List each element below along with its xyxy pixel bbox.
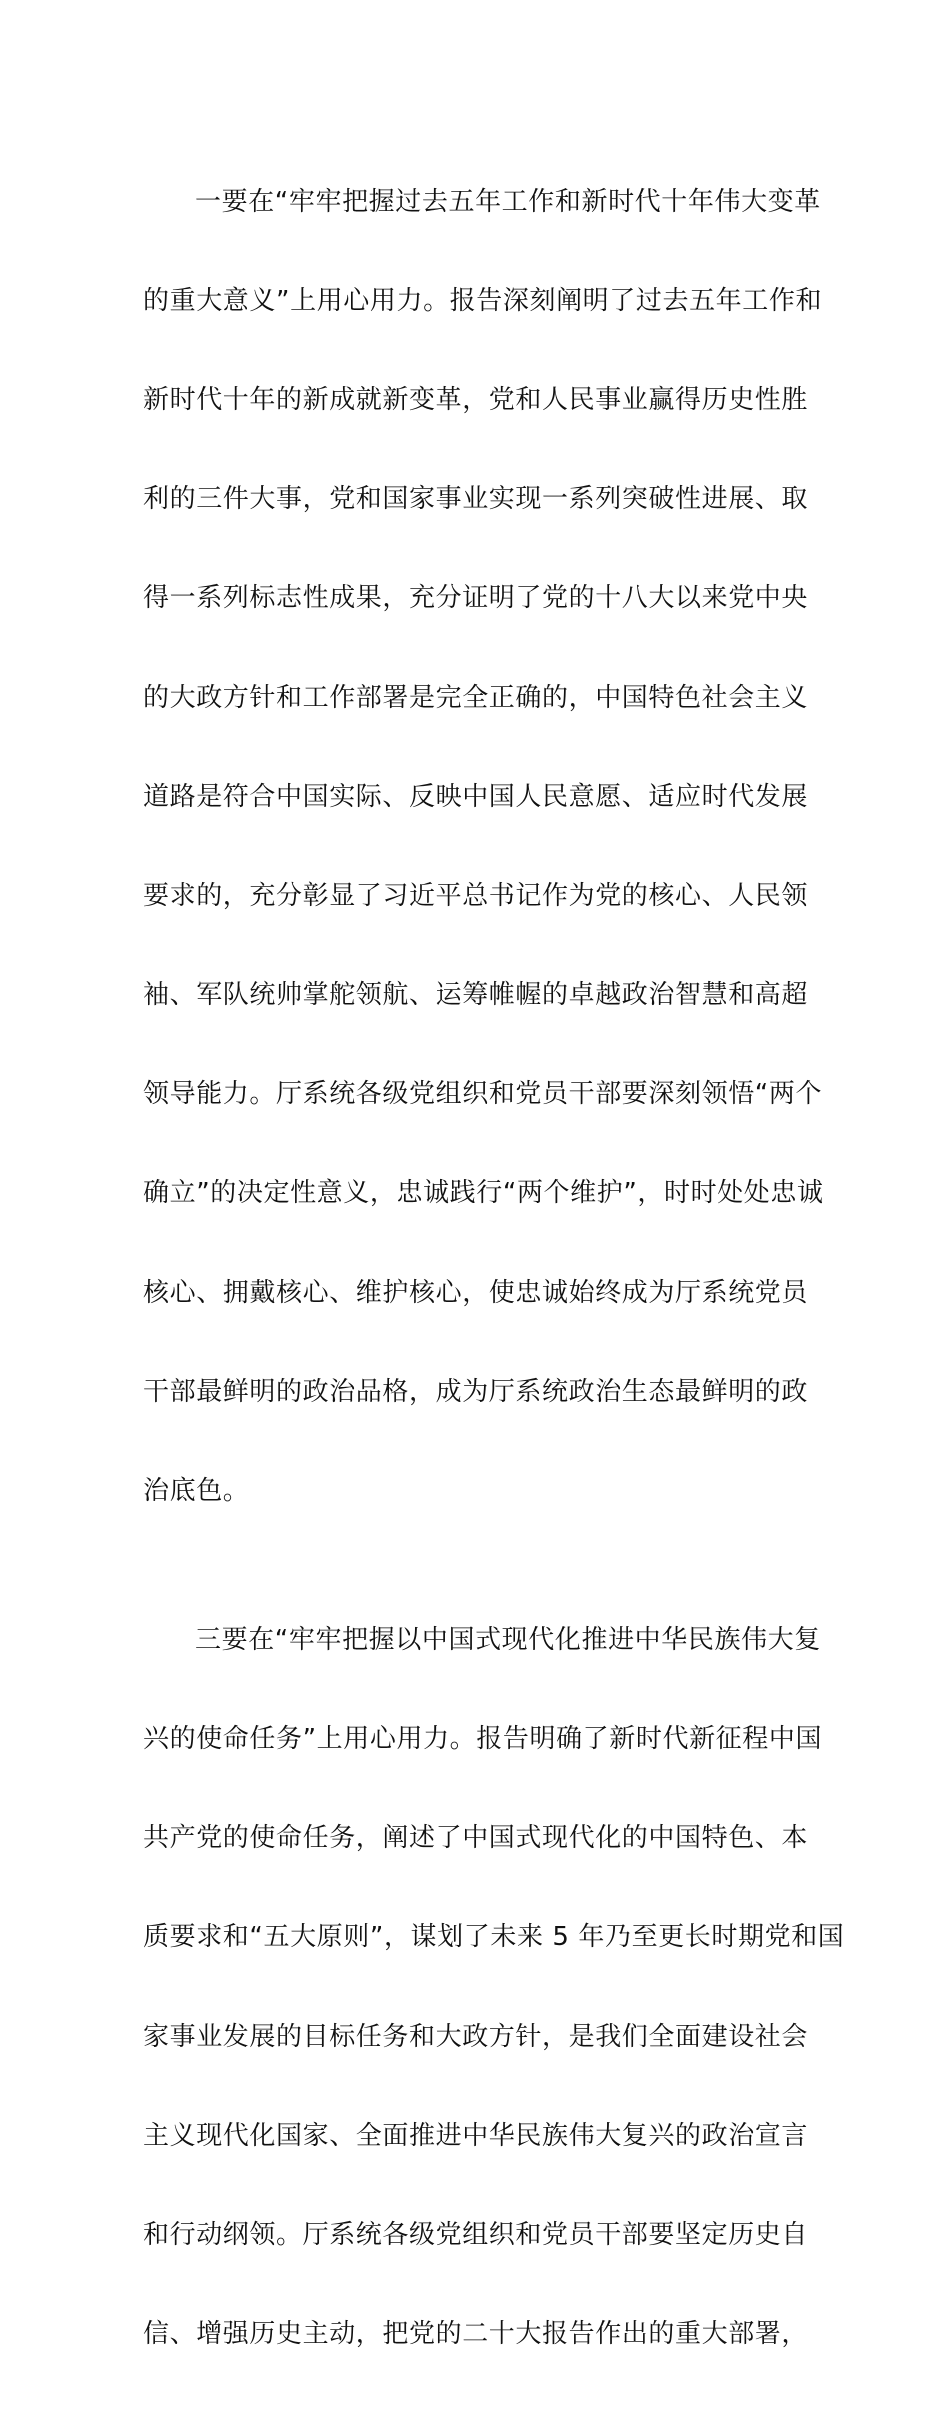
text-line: 的大政方针和工作部署是完全正确的，中国特色社会主义	[143, 682, 809, 713]
text-line: 确立”的决定性意义，忠诚践行“两个维护”，时时处处忠诚	[143, 1178, 824, 1209]
text-line: 道路是符合中国实际、反映中国人民意愿、适应时代发展	[143, 781, 809, 812]
paragraph-1	[143, 128, 824, 1566]
text-line: 新时代十年的新成就新变革，党和人民事业赢得历史性胜	[143, 384, 809, 415]
paragraph-2	[143, 1566, 845, 2409]
text-line: 领导能力。厅系统各级党组织和党员干部要深刻领悟“两个	[143, 1079, 823, 1110]
text-line: 治底色。	[143, 1476, 250, 1507]
text-line: 和行动纲领。厅系统各级党组织和党员干部要坚定历史自	[143, 2219, 809, 2250]
text-line: 兴的使命任务”上用心用力。报告明确了新时代新征程中国	[143, 1724, 823, 1754]
text-line: 袖、军队统帅掌舵领航、运筹帷幄的卓越政治智慧和高超	[143, 980, 809, 1011]
text-line: 的重大意义”上用心用力。报告深刻阐明了过去五年工作和	[143, 285, 823, 316]
text-line: 核心、拥戴核心、维护核心，使忠诚始终成为厅系统党员	[143, 1277, 809, 1308]
text-line: 家事业发展的目标任务和大政方针，是我们全面建设社会	[143, 2021, 809, 2052]
text-line: 质要求和“五大原则”，谋划了未来 5 年乃至更长时期党和国	[143, 1922, 845, 1953]
text-line: 要求的，充分彰显了习近平总书记作为党的核心、人民领	[143, 880, 809, 911]
text-line: 利的三件大事，党和国家事业实现一系列突破性进展、取	[143, 484, 809, 515]
text-line: 信、增强历史主动，把党的二十大报告作出的重大部署，	[143, 2319, 809, 2350]
document-body	[143, 128, 845, 2409]
text-line: 干部最鲜明的政治品格，成为厅系统政治生态最鲜明的政	[143, 1376, 809, 1407]
text-line: 得一系列标志性成果，充分证明了党的十八大以来党中央	[143, 583, 809, 614]
text-line: 共产党的使命任务，阐述了中国式现代化的中国特色、本	[143, 1823, 809, 1854]
text-line: 三要在“牢牢把握以中国式现代化推进中华民族伟大复	[195, 1624, 821, 1655]
text-line: 一要在“牢牢把握过去五年工作和新时代十年伟大变革	[195, 186, 821, 217]
text-line: 主义现代化国家、全面推进中华民族伟大复兴的政治宣言	[143, 2120, 809, 2151]
